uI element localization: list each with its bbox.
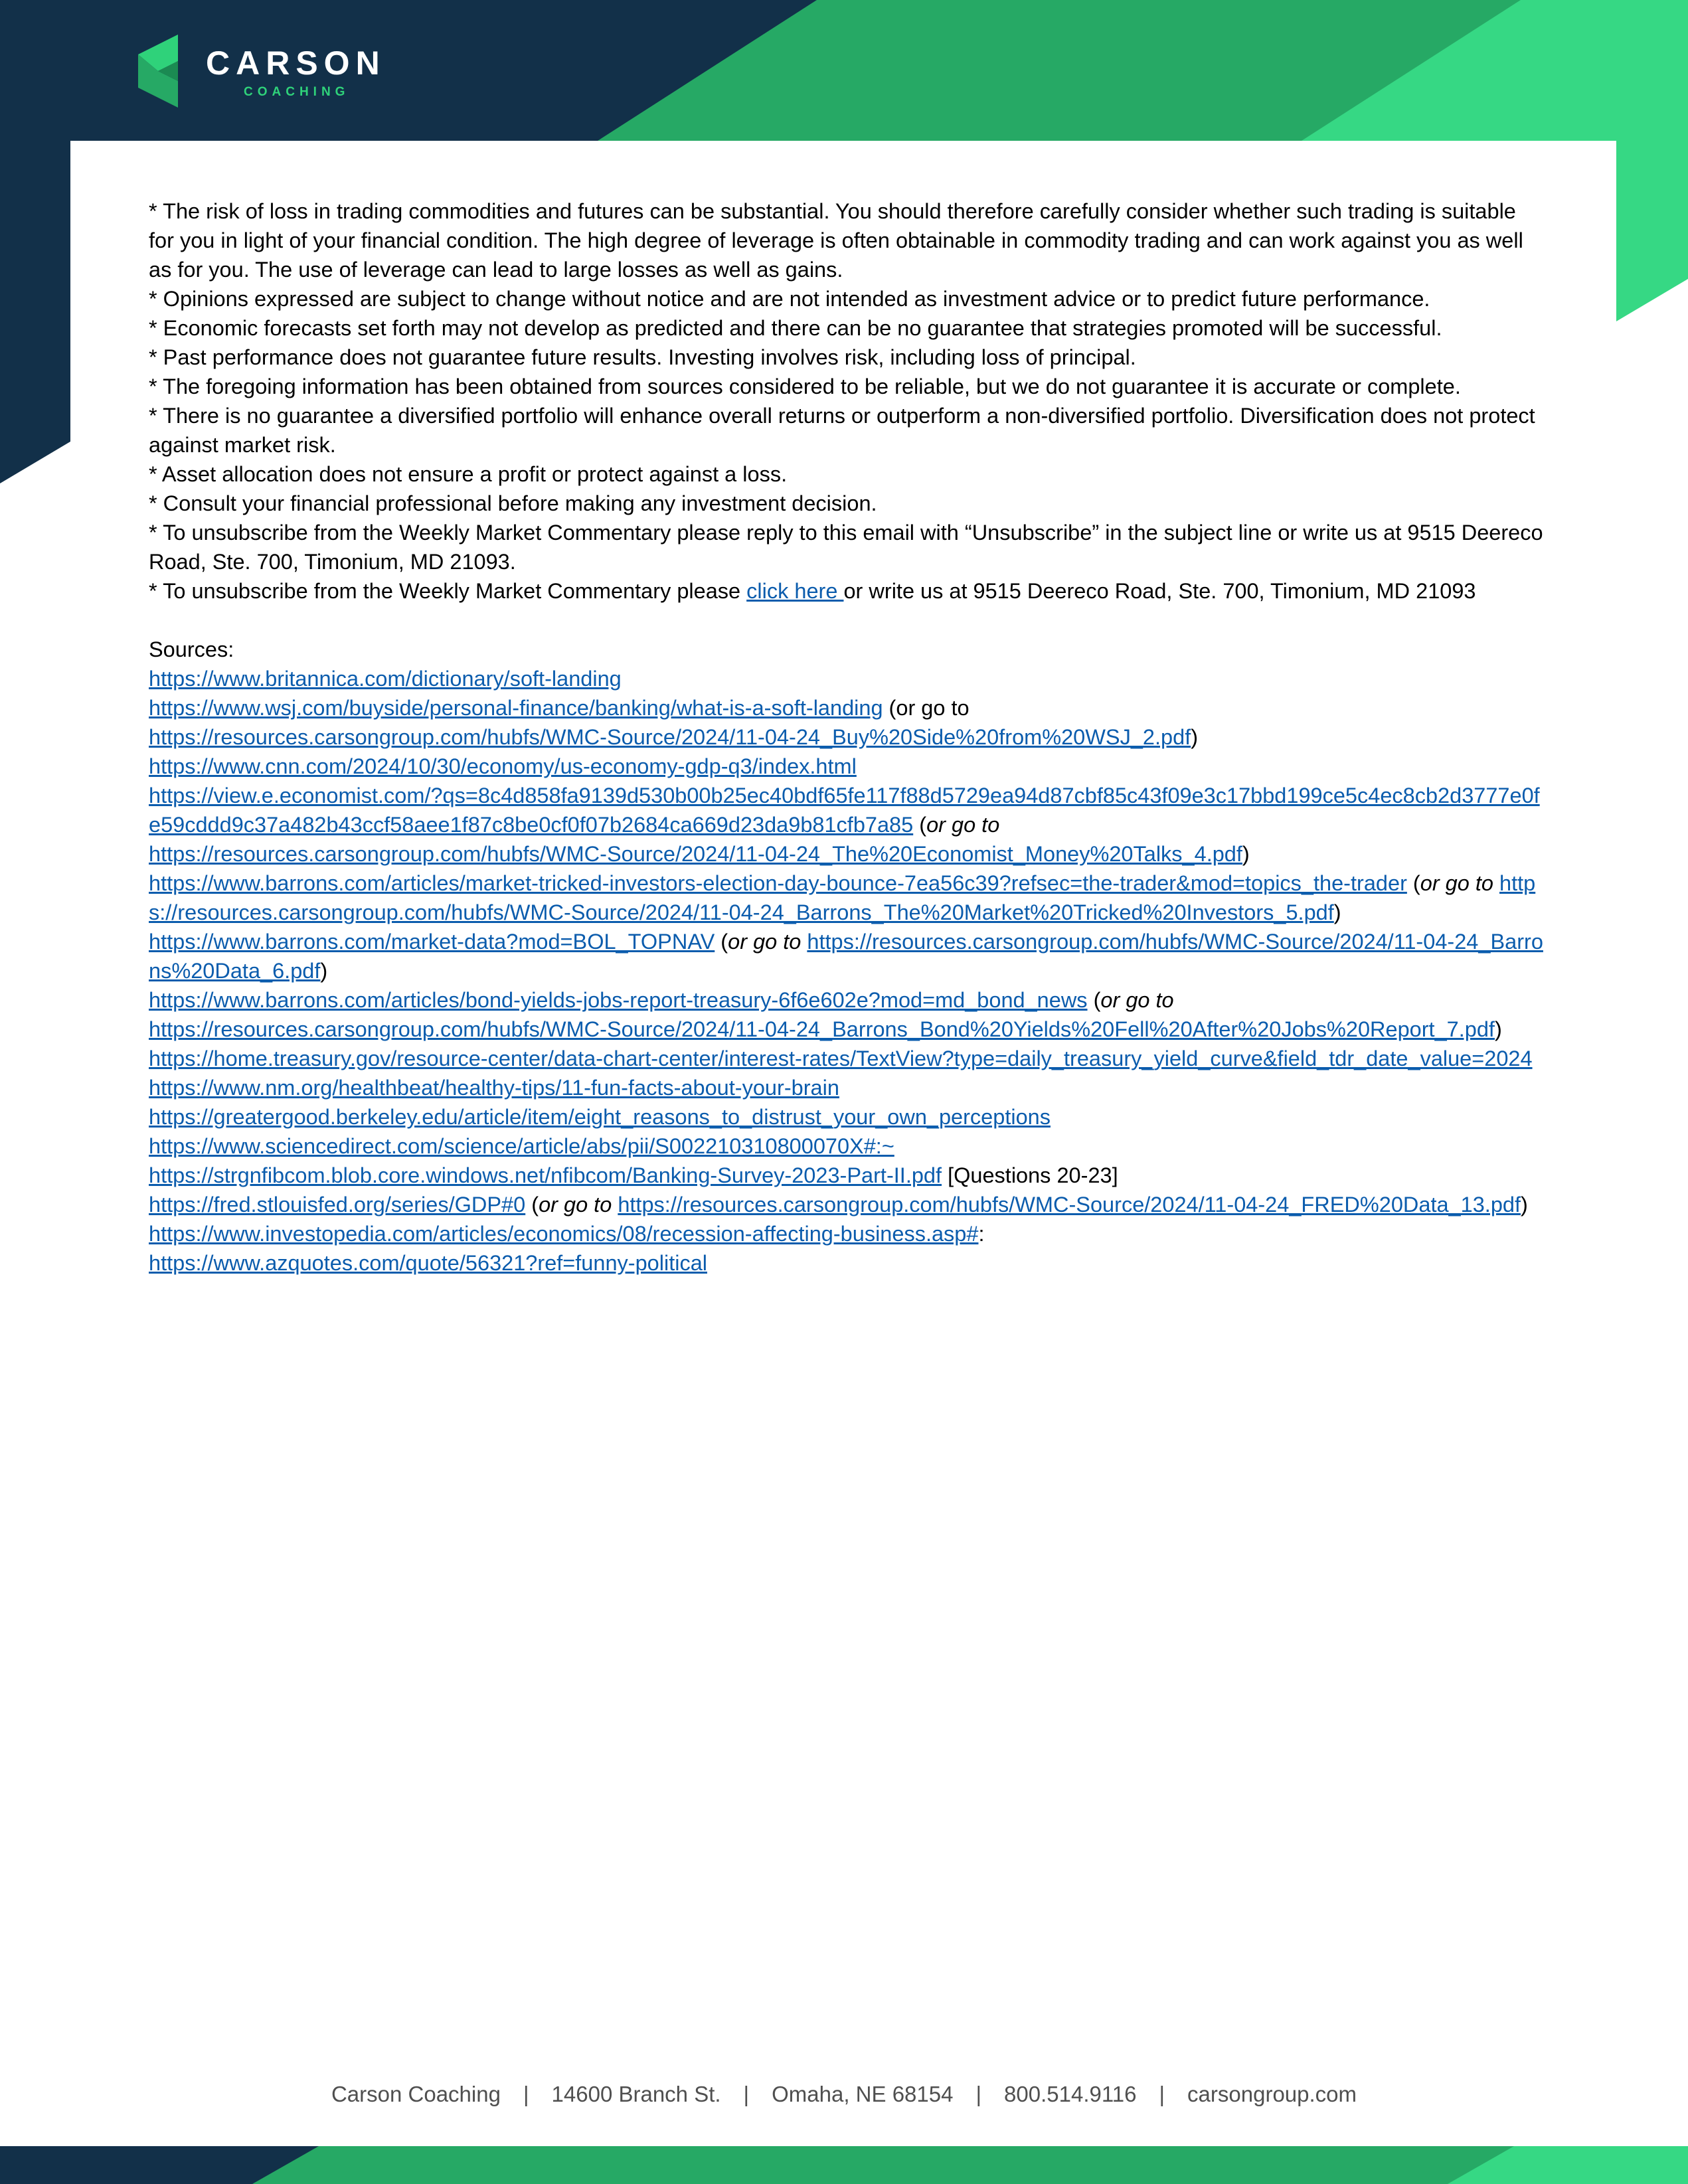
source-suffix: : (978, 1222, 985, 1246)
paren-text: ( (1406, 871, 1420, 895)
or-go-to-text: or go to (728, 930, 802, 954)
disclaimer-sources-reliable: * The foregoing information has been obtained from sources considered to be reliable, but we do not guarantee it is accurate or complete. (149, 375, 1461, 398)
paren-text: ) (320, 959, 328, 983)
source-link[interactable]: https://www.barrons.com/market-data?mod=BOL_TOPNAV (149, 930, 715, 954)
paren-text: ) (1521, 1193, 1528, 1217)
source-link[interactable]: https://fred.stlouisfed.org/series/GDP#0 (149, 1193, 526, 1217)
footer-separator: | (975, 2082, 982, 2106)
source-item (149, 869, 1543, 927)
source-item (149, 1044, 1543, 1073)
disclaimer-unsubscribe-email: * To unsubscribe from the Weekly Market Commentary please reply to this email with “Unsubscribe” in the subject line or write us at 9515 Deereco Road, Ste. 700, Timonium, MD 21093. (149, 521, 1543, 574)
disclaimer-opinions: * Opinions expressed are subject to change without notice and are not intended as investment advice or to predict future performance. (149, 287, 1430, 311)
disclaimer-unsubscribe-link (149, 576, 1543, 606)
paren-text: ) (1191, 725, 1199, 749)
source-link[interactable]: https://view.e.economist.com/?qs=8c4d858fa9139d530b00b25ec40bdf65fe117f88d5729ea94d87cbf85c43f09e3c17bbd199ce5c4ec8cb2d3777e0fe59cddd9c37a482b43ccf58aee1f87c8be0cf0f07b2684ca669d23da9b81cfb7a85 (149, 784, 1540, 837)
logo-wordmark: CARSON (206, 44, 386, 82)
paren-text: ( (1087, 988, 1101, 1012)
source-link[interactable]: https://www.cnn.com/2024/10/30/economy/us-economy-gdp-q3/index.html (149, 754, 857, 778)
paren-text: ) (1242, 842, 1250, 866)
or-go-to-text: or go to (539, 1193, 612, 1217)
source-item (149, 781, 1543, 869)
footer-separator: | (523, 2082, 529, 2106)
source-item (149, 1219, 1543, 1248)
disclaimer-diversification: * There is no guarantee a diversified portfolio will enhance overall returns or outperform a non-diversified portfolio. Diversification does not protect against market risk. (149, 404, 1535, 457)
document-body (149, 197, 1543, 1278)
sources-heading: Sources: (149, 637, 234, 661)
source-link[interactable]: https://www.nm.org/healthbeat/healthy-tips/11-fun-facts-about-your-brain (149, 1076, 839, 1100)
footer-separator: | (1159, 2082, 1165, 2106)
source-link[interactable]: https://www.barrons.com/articles/bond-yields-jobs-report-treasury-6f6e602e?mod=md_bond_news (149, 988, 1088, 1012)
paren-text: ( (715, 930, 728, 954)
source-item (149, 664, 1543, 693)
paren-text: ( (525, 1193, 539, 1217)
source-item (149, 927, 1543, 985)
source-link[interactable]: https://greatergood.berkeley.edu/article/item/eight_reasons_to_distrust_your_own_perceptions (149, 1105, 1051, 1129)
source-link[interactable]: https://www.azquotes.com/quote/56321?ref=funny-political (149, 1251, 707, 1275)
or-go-to-text: or go to (1100, 988, 1174, 1012)
paren-text: ) (1494, 1017, 1502, 1041)
source-alt-link[interactable]: https://resources.carsongroup.com/hubfs/WMC-Source/2024/11-04-24_Buy%20Side%20from%20WSJ_2.pdf (149, 725, 1191, 749)
source-alt-link[interactable]: https://resources.carsongroup.com/hubfs/WMC-Source/2024/11-04-24_FRED%20Data_13.pdf (618, 1193, 1521, 1217)
footer-separator: | (743, 2082, 750, 2106)
source-item (149, 985, 1543, 1044)
footer-phone: 800.514.9116 (1004, 2082, 1137, 2106)
source-alt-link[interactable]: https://resources.carsongroup.com/hubfs/WMC-Source/2024/11-04-24_Barrons_The%20Market%20Tricked%20Investors_5.pdf (149, 871, 1536, 924)
disclaimer-past-performance: * Past performance does not guarantee future results. Investing involves risk, including loss of principal. (149, 345, 1136, 369)
left-navy-bleed (0, 141, 70, 483)
footer-contact-bar (0, 2080, 1688, 2109)
source-alt-link[interactable]: https://resources.carsongroup.com/hubfs/WMC-Source/2024/11-04-24_Barrons_Bond%20Yields%20Fell%20After%20Jobs%20Report_7.pdf (149, 1017, 1495, 1041)
source-item (149, 1161, 1543, 1190)
paren-text: ( (913, 813, 927, 837)
paren-text: ) (1333, 900, 1341, 924)
source-alt-link[interactable]: https://resources.carsongroup.com/hubfs/WMC-Source/2024/11-04-24_The%20Economist_Money%20Talks_4.pdf (149, 842, 1242, 866)
source-alt-link[interactable]: https://resources.carsongroup.com/hubfs/WMC-Source/2024/11-04-24_Barrons%20Data_6.pdf (149, 930, 1543, 983)
disclaimer-asset-allocation: * Asset allocation does not ensure a profit or protect against a loss. (149, 462, 788, 486)
source-link[interactable]: https://strgnfibcom.blob.core.windows.net/nfibcom/Banking-Survey-2023-Part-II.pdf (149, 1163, 942, 1187)
footer-city: Omaha, NE 68154 (772, 2082, 954, 2106)
footer-address: 14600 Branch St. (551, 2082, 721, 2106)
source-item (149, 752, 1543, 781)
or-go-to-text: or go to (926, 813, 1000, 837)
source-link[interactable]: https://home.treasury.gov/resource-center/data-chart-center/interest-rates/TextView?type=daily_treasury_yield_curve&field_tdr_date_value=2024 (149, 1047, 1533, 1070)
footer-company: Carson Coaching (331, 2082, 501, 2106)
source-link[interactable]: https://www.sciencedirect.com/science/article/abs/pii/S002210310800070X#:~ (149, 1134, 894, 1158)
click-here-link[interactable]: click here (746, 579, 844, 603)
source-link[interactable]: https://www.wsj.com/buyside/personal-finance/banking/what-is-a-soft-landing (149, 696, 883, 720)
source-item (149, 1132, 1543, 1161)
source-link[interactable]: https://www.britannica.com/dictionary/soft-landing (149, 667, 622, 691)
source-link[interactable]: https://www.barrons.com/articles/market-tricked-investors-election-day-bounce-7ea56c39?refsec=the-trader&mod=topics_the-trader (149, 871, 1407, 895)
source-item (149, 1190, 1543, 1219)
unsubscribe-text: * To unsubscribe from the Weekly Market Commentary please (149, 579, 747, 603)
disclaimer-forecasts: * Economic forecasts set forth may not develop as predicted and there can be no guarantee that strategies promoted will be successful. (149, 316, 1442, 340)
or-go-to-text: or go to (1420, 871, 1493, 895)
source-note: [Questions 20-23] (942, 1163, 1118, 1187)
logo-subtitle: COACHING (244, 85, 350, 99)
space-text (612, 1193, 618, 1217)
source-item (149, 693, 1543, 752)
footer-website: carsongroup.com (1187, 2082, 1357, 2106)
disclaimer-consult: * Consult your financial professional before making any investment decision. (149, 491, 877, 515)
unsubscribe-address: or write us at 9515 Deereco Road, Ste. 700, Timonium, MD 21093 (843, 579, 1476, 603)
source-link[interactable]: https://www.investopedia.com/articles/economics/08/recession-affecting-business.asp# (149, 1222, 979, 1246)
space-text (1493, 871, 1499, 895)
source-item (149, 1102, 1543, 1132)
source-item (149, 1073, 1543, 1102)
source-item (149, 1248, 1543, 1278)
right-green-bleed (1616, 141, 1688, 321)
or-go-to-text: (or go to (883, 696, 970, 720)
disclaimer-commodities: * The risk of loss in trading commodities and futures can be substantial. You should therefore carefully consider whether such trading is suitable for you in light of your financial condition. The high degree of leverage is often obtainable in commodity trading and can work against you as well as for you. The use of leverage can lead to large losses as well as gains. (149, 199, 1523, 282)
